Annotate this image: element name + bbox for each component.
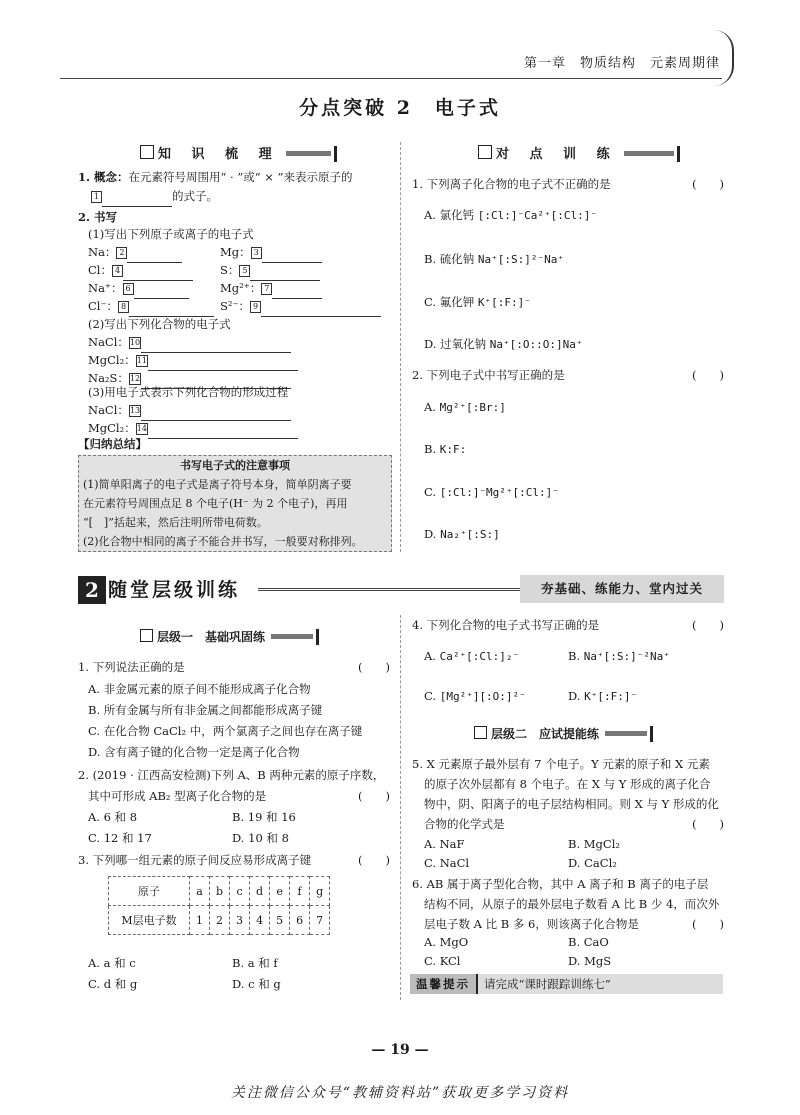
question-6-line: 结构不同，从原子的最外层电子数看 A 比 B 少 4，而次外: [424, 897, 720, 911]
q4-option-d[interactable]: D. K⁺[:F:]⁻: [568, 689, 638, 703]
footer-note: 关注微信公众号“教辅资料站”获取更多学习资料: [230, 1085, 570, 1101]
q2-option-c[interactable]: C. [:Cl:]⁻Mg²⁺[:Cl:]⁻: [424, 485, 559, 499]
practice-heading: 对 点 训 练: [478, 143, 680, 162]
q5-option-d[interactable]: D. CaCl₂: [568, 856, 617, 870]
q3b-option-a[interactable]: A. a 和 c: [88, 956, 136, 970]
q3b-option-c[interactable]: C. d 和 g: [88, 977, 138, 991]
column-divider: [400, 615, 401, 1000]
q6-option-b[interactable]: B. CaO: [568, 935, 609, 949]
q6-option-a[interactable]: A. MgO: [424, 935, 469, 949]
q2-option-a[interactable]: A. Mg²⁺[:Br:]: [424, 400, 506, 414]
question-5-line: 的原子次外层都有 8 个电子。在 X 与 Y 形成的离子化合: [424, 777, 711, 791]
question-2b-line2: 其中可形成 AB₂ 型离子化合物的是 ( ): [88, 789, 390, 803]
answer-blank[interactable]: [261, 302, 381, 317]
q1-option-a[interactable]: A. 氯化钙 [:Cl:]⁻Ca²⁺[:Cl:]⁻: [424, 208, 597, 222]
q5-option-a[interactable]: A. NaF: [424, 837, 465, 851]
header-rule: [60, 78, 722, 79]
notes-box: [78, 455, 392, 552]
summary-tag: 【归纳总结】: [78, 437, 147, 451]
subheading-2: (2)写出下列化合物的电子式: [88, 317, 231, 331]
page-title: 分点突破 2 电子式: [299, 97, 501, 119]
table-row: 原子 a b c d e f g: [109, 877, 330, 906]
pencil-icon: [140, 145, 154, 159]
pencil-icon: [478, 145, 492, 159]
question-6: 6. AB 属于离子型化合物，其中 A 离子和 B 离子的电子层: [412, 877, 709, 891]
column-divider: [400, 142, 401, 552]
q2b-option-d[interactable]: D. 10 和 8: [232, 831, 289, 845]
tip-tag: 温馨提示: [410, 974, 478, 994]
tip-text: 请完成“课时跟踪训练七”: [484, 977, 611, 991]
level2-heading: 层级二 应试提能练: [474, 723, 653, 742]
question-4: 4. 下列化合物的电子式书写正确的是 ( ): [412, 618, 724, 632]
tip-box: [410, 974, 723, 994]
q5-option-b[interactable]: B. MgCl₂: [568, 837, 620, 851]
formation-list: NaCl：13 MgCl₂：14: [88, 400, 298, 439]
question-1b: 1. 下列说法正确的是 ( ): [78, 660, 390, 674]
q4-option-a[interactable]: A. Ca²⁺[:Cl:]₂⁻: [424, 649, 520, 663]
q1b-option-b[interactable]: B. 所有金属与所有非金属之间都能形成离子键: [88, 703, 323, 717]
section-number: 2: [78, 576, 106, 604]
q1-option-d[interactable]: D. 过氧化钠 Na⁺[:O::O:]Na⁺: [424, 337, 583, 351]
note-line: “[ ]”括起来，然后注明所带电荷数。: [83, 516, 268, 529]
write-heading: 2. 书写: [78, 210, 118, 224]
chapter-header: 第一章 物质结构 元素周期律: [523, 56, 720, 71]
q1b-option-d[interactable]: D. 含有离子键的化合物一定是离子化合物: [88, 745, 300, 759]
q1b-option-a[interactable]: A. 非金属元素的原子间不能形成离子化合物: [88, 682, 311, 696]
q2b-option-a[interactable]: A. 6 和 8: [88, 810, 138, 824]
q4-option-b[interactable]: B. Na⁺[:S:]⁻²Na⁺: [568, 649, 670, 663]
q4-option-c[interactable]: C. [Mg²⁺][:O:]²⁻: [424, 689, 526, 703]
note-line: (2)化合物中相同的离子不能合并书写，一般要对称排列。: [83, 535, 363, 548]
q2b-option-c[interactable]: C. 12 和 17: [88, 831, 152, 845]
subheading-3: (3)用电子式表示下列化合物的形成过程: [88, 385, 289, 399]
question-5-line: 物中，阴、阳离子的电子层结构相同。则 X 与 Y 形成的化: [424, 797, 719, 811]
question-2: 2. 下列电子式中书写正确的是 ( ): [412, 368, 724, 382]
knowledge-heading: 知 识 梳 理: [140, 143, 337, 162]
question-5-line: 合物的化学式是 ( ): [424, 817, 724, 831]
q5-option-c[interactable]: C. NaCl: [424, 856, 470, 870]
notes-title: 书写电子式的注意事项: [180, 459, 290, 472]
table-row: M层电子数 1 2 3 4 5 6 7: [109, 906, 330, 935]
electron-table: [108, 876, 330, 935]
concept-blank[interactable]: [102, 192, 172, 207]
q1b-option-c[interactable]: C. 在化合物 CaCl₂ 中，两个氯离子之间也存在离子键: [88, 724, 363, 738]
concept-line-2: 1 的式子。: [91, 186, 218, 207]
question-6-line: 层电子数 A 比 B 多 6，则该离子化合物是 ( ): [424, 917, 724, 931]
note-line: 在元素符号周围点足 8 个电子(H⁻ 为 2 个电子)，再用: [83, 497, 348, 510]
question-5: 5. X 元素原子最外层有 7 个电子。Y 元素的原子和 X 元素: [412, 757, 710, 771]
question-1: 1. 下列离子化合物的电子式不正确的是 ( ): [412, 177, 724, 191]
question-2b: 2. (2019 · 江西高安检测)下列 A、B 两种元素的原子序数，: [78, 768, 385, 782]
q3b-option-d[interactable]: D. c 和 g: [232, 977, 281, 991]
q1-option-b[interactable]: B. 硫化钠 Na⁺[:S:]²⁻Na⁺: [424, 252, 565, 266]
compound-list: NaCl：10 MgCl₂：11 Na₂S：12: [88, 332, 298, 389]
note-line: (1)简单阳离子的电子式是离子符号本身，简单阴离子要: [83, 478, 352, 491]
q1-option-c[interactable]: C. 氟化钾 K⁺[:F:]⁻: [424, 295, 531, 309]
q3b-option-b[interactable]: B. a 和 f: [232, 956, 278, 970]
answer-blank[interactable]: [148, 424, 298, 439]
q2-option-d[interactable]: D. Na₂⁺[:S:]: [424, 527, 500, 541]
question-3b: 3. 下列哪一组元素的原子间反应易形成离子键 ( ): [78, 853, 390, 867]
q6-option-d[interactable]: D. MgS: [568, 954, 612, 968]
section-title: 随堂层级训练: [108, 579, 241, 601]
q6-option-c[interactable]: C. KCl: [424, 954, 461, 968]
page-number: — 19 —: [371, 1042, 429, 1058]
concept-line: 1. 概念：在元素符号周围用“ · ”或“ × ”来表示原子的: [78, 170, 353, 184]
section-rule: [258, 588, 538, 591]
section-slogan: 夯基础、练能力、堂内过关: [520, 575, 724, 603]
pencil-icon: [474, 726, 487, 739]
q2-option-b[interactable]: B. K:F:: [424, 442, 467, 456]
level1-heading: 层级一 基础巩固练: [140, 626, 319, 645]
q2b-option-b[interactable]: B. 19 和 16: [232, 810, 296, 824]
pencil-icon: [140, 629, 153, 642]
subheading-1: (1)写出下列原子或离子的电子式: [88, 227, 254, 241]
